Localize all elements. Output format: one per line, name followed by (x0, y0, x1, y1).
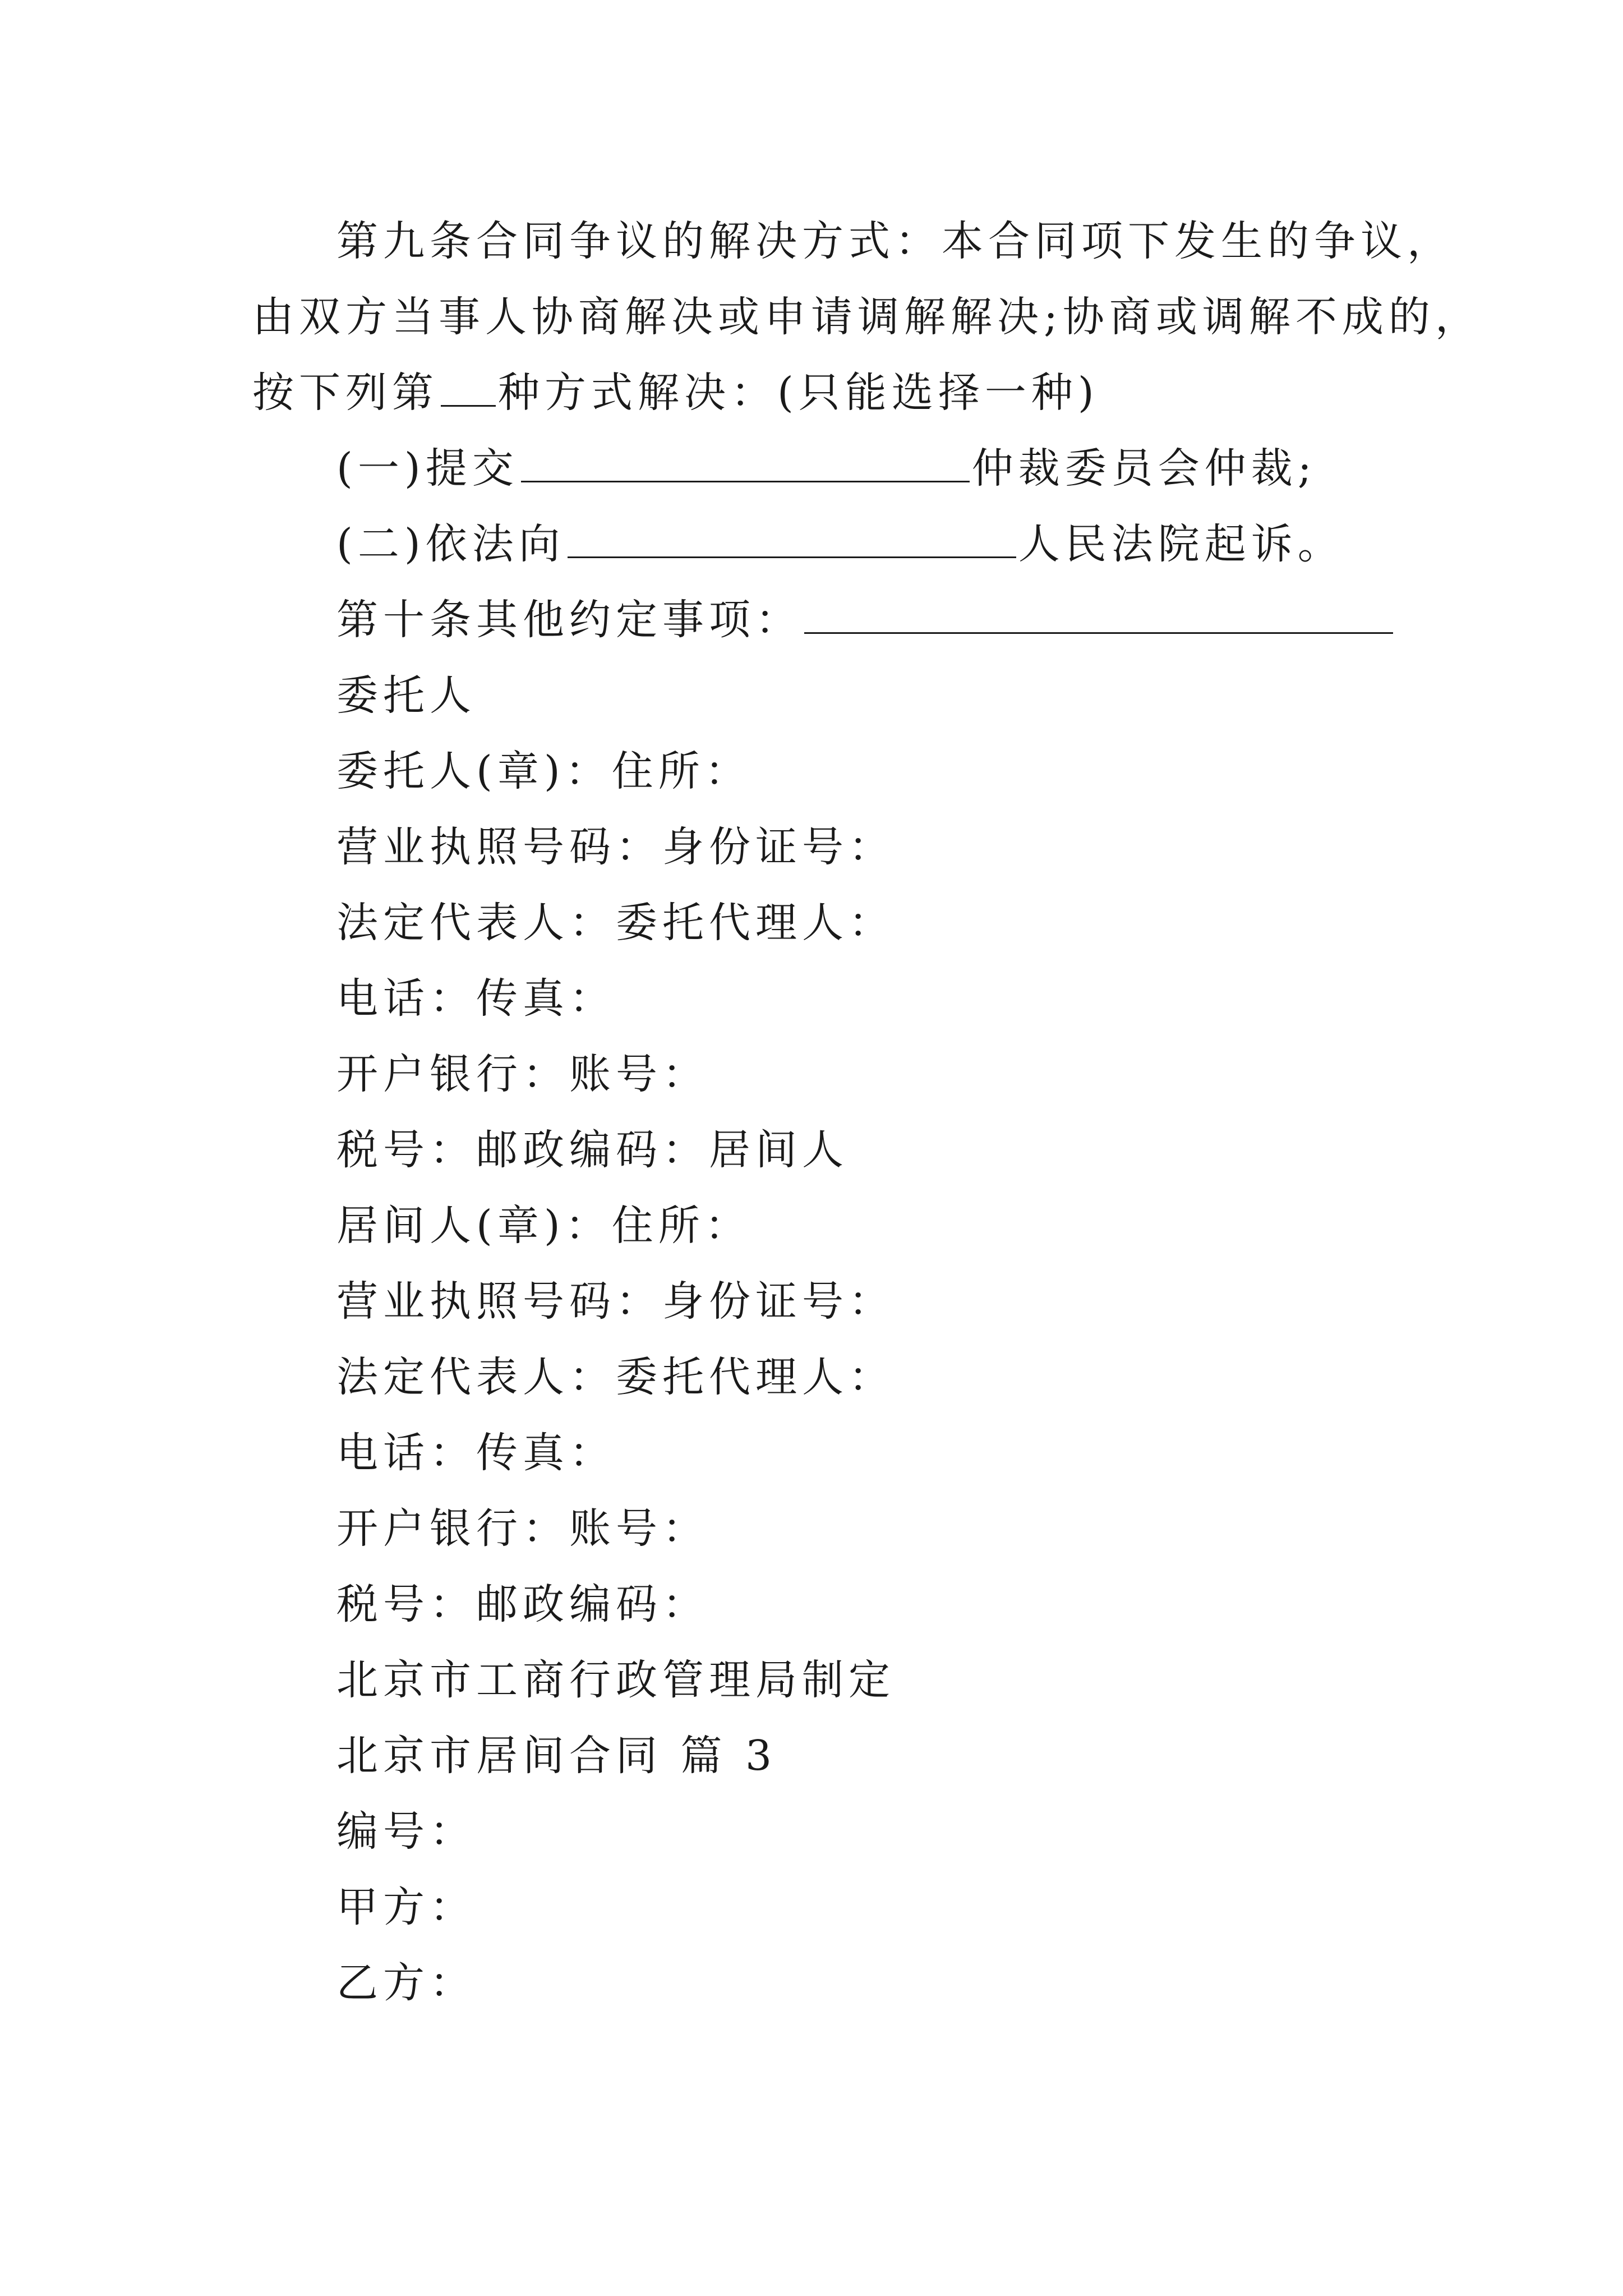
intermediary-tax-postcode (336, 1576, 709, 1632)
party-a (336, 1879, 476, 1935)
text: 第九条合同争议的解决方式：本合同项下发生的争议， (336, 217, 1454, 265)
contract-title (336, 1728, 777, 1784)
text: 委托人 (336, 671, 476, 720)
contract-number (336, 1803, 476, 1860)
text: 法定代表人：委托代理人： (336, 1353, 895, 1401)
text: 人民法院起诉。 (1018, 520, 1344, 568)
text: 居间人(章)：住所： (336, 1202, 751, 1250)
other-terms-blank[interactable] (804, 593, 1393, 634)
text: 税号：邮政编码：居间人 (336, 1126, 849, 1174)
principal-license-id (336, 819, 895, 875)
option-court-line (336, 516, 1344, 572)
text: 由双方当事人协商解决或申请调解解决;协商或调解不成的， (252, 293, 1482, 341)
intermediary-seal-address (336, 1198, 751, 1254)
text: 开户银行：账号： (336, 1504, 709, 1553)
intermediary-representative (336, 1349, 895, 1405)
text: 北京市工商行政管理局制定 (336, 1656, 895, 1704)
text: (一)提交 (336, 444, 519, 493)
intermediary-phone-fax (336, 1425, 616, 1481)
text: 北京市居间合同 篇 3 (336, 1732, 777, 1780)
arbitration-committee-blank[interactable] (521, 441, 970, 482)
article-9-line-2 (252, 289, 1482, 345)
principal-heading (336, 668, 476, 724)
text: 仲裁委员会仲裁; (971, 444, 1317, 493)
text: 乙方： (336, 1959, 476, 2007)
text: 税号：邮政编码： (336, 1580, 709, 1628)
article-10-line (336, 592, 1395, 648)
text: 开户银行：账号： (336, 1050, 709, 1098)
text: 营业执照号码：身份证号： (336, 1277, 895, 1326)
issuer-line (336, 1652, 895, 1708)
article-9-line-1 (336, 213, 1454, 269)
text: 委托人(章)：住所： (336, 747, 751, 795)
text: 电话：传真： (336, 1429, 616, 1477)
text: 甲方： (336, 1883, 476, 1931)
text: 按下列第 (252, 369, 439, 417)
text: 编号： (336, 1807, 476, 1856)
court-name-blank[interactable] (568, 517, 1016, 558)
text: 种方式解决：(只能选择一种) (498, 369, 1099, 417)
principal-phone-fax (336, 970, 616, 1027)
principal-representative (336, 895, 895, 951)
intermediary-bank-account (336, 1501, 709, 1557)
text: (二)依法向 (336, 520, 565, 568)
option-arbitration-line (336, 440, 1317, 496)
principal-seal-address (336, 743, 751, 799)
party-b (336, 1955, 476, 2011)
option-number-blank[interactable] (441, 366, 496, 407)
principal-bank-account (336, 1046, 709, 1102)
text: 第十条其他约定事项： (336, 596, 802, 644)
text: 营业执照号码：身份证号： (336, 823, 895, 871)
text: 法定代表人：委托代理人： (336, 899, 895, 947)
text: 电话：传真： (336, 974, 616, 1023)
article-9-line-3 (252, 365, 1099, 421)
intermediary-license-id (336, 1273, 895, 1329)
principal-tax-postcode (336, 1122, 849, 1178)
